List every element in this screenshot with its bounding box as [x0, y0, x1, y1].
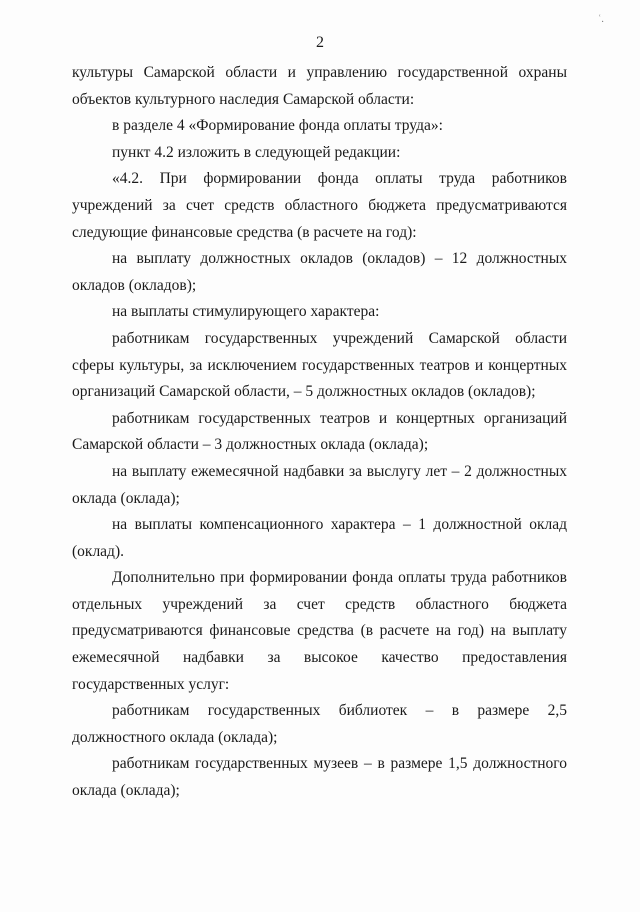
document-body — [72, 60, 567, 805]
paragraph: культуры Самарской области и управлению государственной охраны объектов культурного наследия Самарской области: — [72, 64, 567, 108]
paragraph: на выплату ежемесячной надбавки за выслугу лет – 2 должностных оклада (оклада); — [72, 462, 567, 507]
paragraph: на выплату должностных окладов (окладов) – 12 должностных окладов (окладов); — [72, 250, 567, 294]
paragraph: работникам государственных театров и концертных организаций Самарской области – 3 должностных оклада (оклада); — [72, 409, 567, 454]
paragraph: Дополнительно при формировании фонда оплаты труда работников отдельных учреждений за счет средств областного бюджета предусматриваются финансовые средства (в расчете на год) на выплату ежемесячной надбавки за высокое качество предоставления государственных услуг: — [72, 569, 567, 693]
paragraph: на выплаты компенсационного характера – 1 должностной оклад (оклад). — [72, 516, 567, 560]
paragraph: работникам государственных библиотек – в размере 2,5 должностного оклада (оклада); — [72, 702, 567, 746]
page-number: 2 — [316, 34, 324, 51]
paragraph: работникам государственных музеев – в размере 1,5 должностного оклада (оклада); — [72, 755, 567, 800]
scan-mark: ʿ. — [598, 14, 604, 25]
paragraph: «4.2. При формировании фонда оплаты труда работников учреждений за счет средств областного бюджета предусматриваются следующие финансовые средства (в расчете на год): — [72, 170, 567, 241]
paragraph: работникам государственных учреждений Самарской области сферы культуры, за исключением государственных театров и концертных организаций Самарской области, – 5 должностных окладов (окладов); — [72, 329, 567, 401]
paragraph: на выплаты стимулирующего характера: — [112, 303, 380, 321]
paragraph: в разделе 4 «Формирование фонда оплаты труда»: — [112, 117, 443, 135]
paragraph: пункт 4.2 изложить в следующей редакции: — [112, 143, 401, 161]
